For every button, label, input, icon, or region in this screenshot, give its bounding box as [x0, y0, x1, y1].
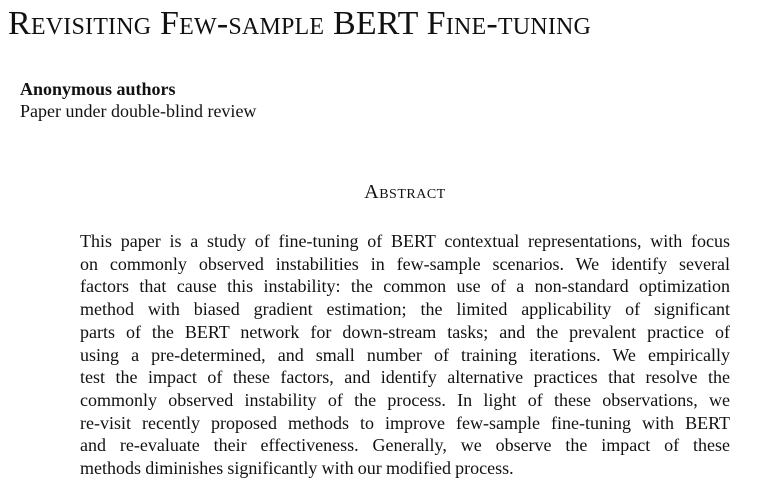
- abstract-line: This paper is a study of fine-tuning of BERT contextual representations, with focus: [80, 231, 730, 251]
- abstract-line: methods diminishes significantly with our modified process.: [80, 458, 514, 479]
- abstract-line: and re-evaluate their effectiveness. Generally, we observe the impact of these: [80, 435, 730, 456]
- author-affiliation: Paper under double-blind review: [20, 101, 257, 121]
- abstract-heading: Abstract: [364, 181, 446, 203]
- abstract-body: [80, 230, 730, 480]
- abstract-line: parts of the BERT network for down-stream tasks; and the prevalent practice of: [80, 321, 730, 342]
- abstract-line: test the impact of these factors, and identify alternative practices that resolve the: [80, 367, 730, 388]
- abstract-line: re-visit recently proposed methods to improve few-sample fine-tuning with BERT: [80, 412, 730, 433]
- paper-title: Revisiting Few-sample BERT Fine-tuning: [8, 5, 592, 42]
- author-block: [20, 78, 256, 122]
- author-names: Anonymous authors: [20, 79, 176, 99]
- abstract-line: method with biased gradient estimation; the limited applicability of significant: [80, 299, 730, 320]
- abstract-line: commonly observed instability of the process. In light of these observations, we: [80, 389, 730, 410]
- abstract-line: using a pre-determined, and small number of training iterations. We empirically: [80, 344, 730, 365]
- abstract-line: on commonly observed instabilities in few-sample scenarios. We identify several: [80, 253, 730, 274]
- abstract-line: factors that cause this instability: the common use of a non-standard optimization: [80, 276, 730, 297]
